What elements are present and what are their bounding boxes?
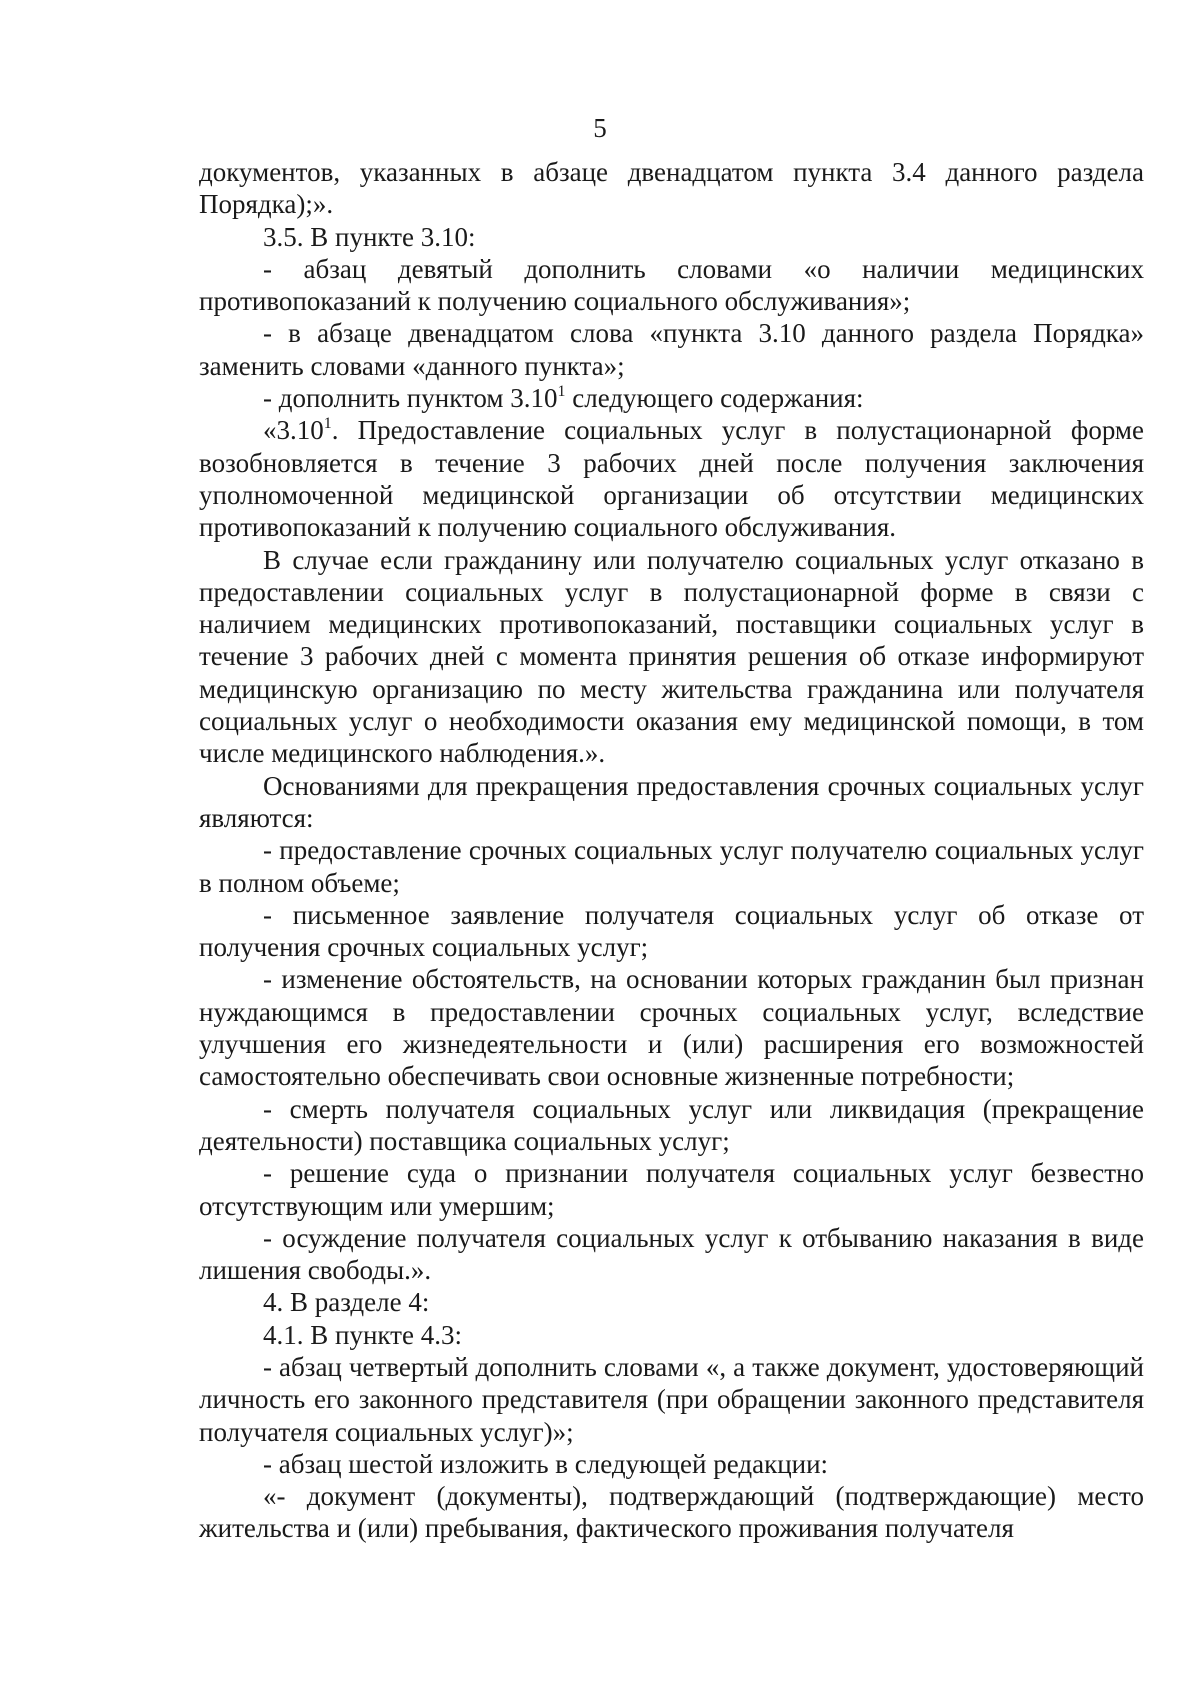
page-number: 5 — [593, 113, 607, 143]
paragraph: - решение суда о признании получателя социальных услуг безвестно отсутствующим или умершим; — [199, 1158, 1144, 1221]
paragraph: - осуждение получателя социальных услуг к отбыванию наказания в виде лишения свободы.». — [199, 1222, 1144, 1286]
paragraph: - абзац девятый дополнить словами «о наличии медицинских противопоказаний к получению социального обслуживания»; — [199, 253, 1144, 317]
paragraph: «- документ (документы), подтверждающий (подтверждающие) место жительства и (или) пребывания, фактического проживания получателя — [199, 1481, 1144, 1544]
paragraph-text: «3.10 — [263, 415, 324, 446]
superscript: 1 — [557, 383, 566, 401]
paragraph: 4. В разделе 4: — [263, 1287, 430, 1318]
paragraph: 3.5. В пункте 3.10: — [263, 221, 476, 252]
paragraph: Основаниями для прекращения предоставления срочных социальных услуг являются: — [199, 770, 1144, 833]
paragraph — [199, 382, 1144, 414]
paragraph: - предоставление срочных социальных услуг получателю социальных услуг в полном объеме; — [199, 835, 1144, 898]
paragraph: - абзац шестой изложить в следующей редакции: — [263, 1448, 829, 1479]
paragraph: 4.1. В пункте 4.3: — [263, 1319, 462, 1350]
document-body — [199, 156, 1144, 1545]
paragraph: - письменное заявление получателя социальных услуг об отказе от получения срочных социальных услуг; — [199, 899, 1144, 963]
paragraph: - абзац четвертый дополнить словами «, а также документ, удостоверяющий личность его законного представителя (при обращении законного представителя получателя социальных услуг)»; — [199, 1351, 1144, 1447]
paragraph — [199, 414, 1144, 543]
paragraph-text: следующего содержания: — [565, 383, 864, 414]
paragraph: - смерть получателя социальных услуг или ликвидация (прекращение деятельности) поставщика социальных услуг; — [199, 1093, 1144, 1156]
superscript: 1 — [323, 415, 332, 433]
paragraph: документов, указанных в абзаце двенадцатом пункта 3.4 данного раздела Порядка);». — [199, 157, 1144, 220]
paragraph: - изменение обстоятельств, на основании которых гражданин был признан нуждающимся в предоставлении срочных социальных услуг, вследствие улучшения его жизнедеятельности и (или) расширения его возможностей самостоятельно обеспечивать свои основные жизненные потребности; — [199, 964, 1144, 1092]
paragraph-text: - дополнить пунктом 3.10 — [263, 383, 558, 414]
paragraph-text: . Предоставление социальных услуг в полустационарной форме возобновляется в течение 3 рабочих дней после получения заключения уполномоченной медицинской организации об отсутствии медицинских противопоказаний к получению социального обслуживания. — [199, 415, 1144, 543]
paragraph: В случае если гражданину или получателю социальных услуг отказано в предоставлении социальных услуг в полустационарной форме в связи с наличием медицинских противопоказаний, поставщики социальных услуг в течение 3 рабочих дней с момента принятия решения об отказе информируют медицинскую организацию по месту жительства гражданина или получателя социальных услуг о необходимости оказания ему медицинской помощи, в том числе медицинского наблюдения.». — [199, 544, 1144, 769]
paragraph: - в абзаце двенадцатом слова «пункта 3.10 данного раздела Порядка» заменить словами «данного пункта»; — [199, 318, 1144, 381]
